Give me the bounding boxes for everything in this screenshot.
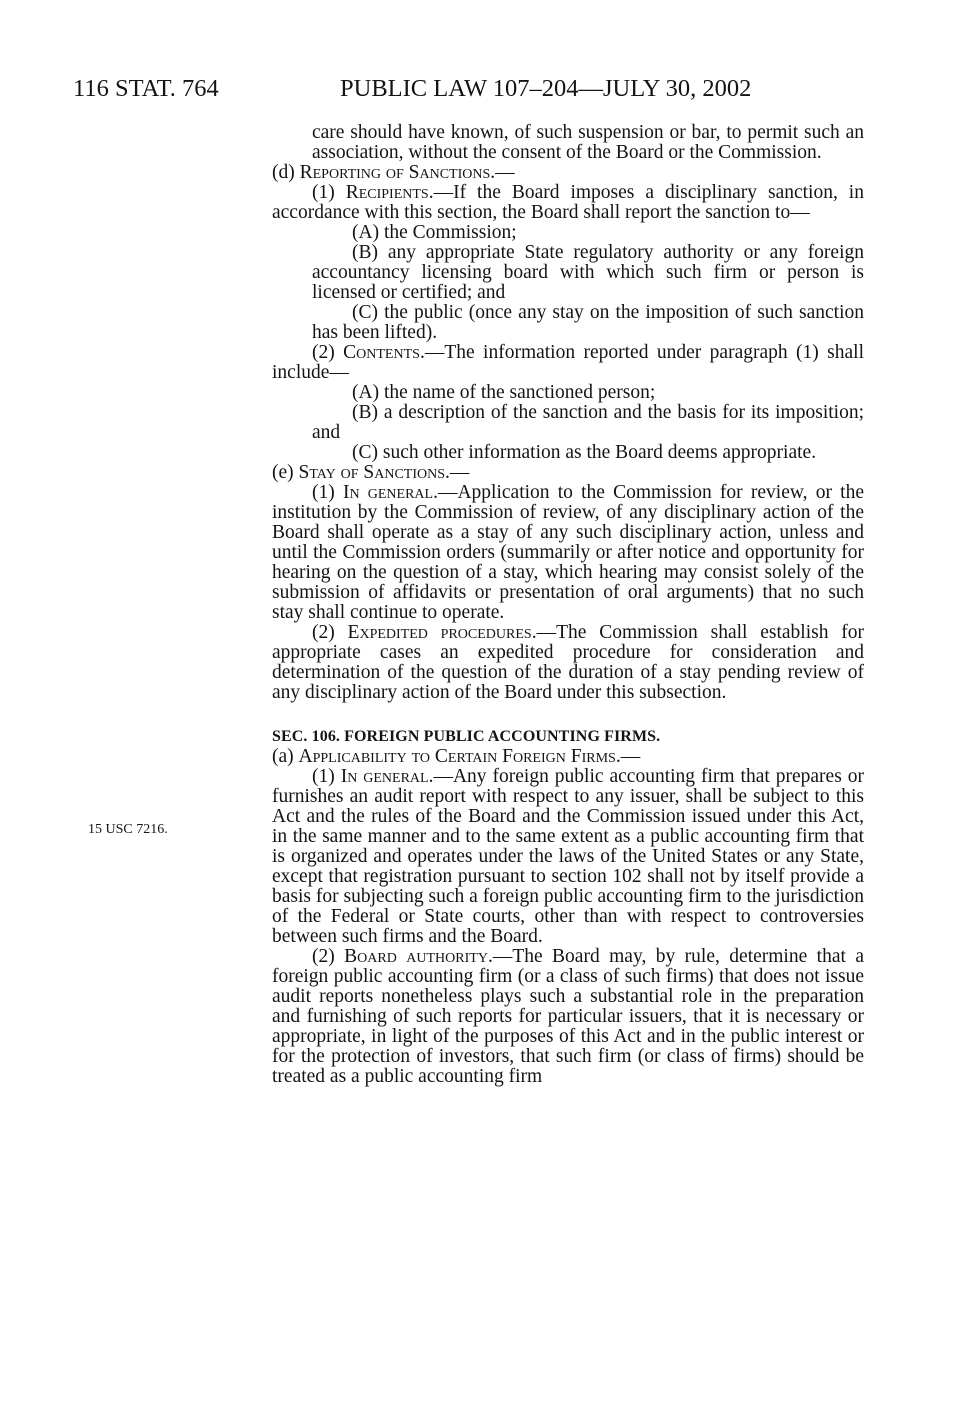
- clause-d2b: (B) a description of the sanction and the basis for its imposition; and: [312, 402, 864, 443]
- section-106-heading: SEC. 106. FOREIGN PUBLIC ACCOUNTING FIRMS.: [272, 728, 661, 745]
- continuation-paragraph: care should have known, of such suspension or bar, to permit such an association, without the consent of the Board or the Commission.: [312, 122, 864, 163]
- statute-citation: 116 STAT. 764: [73, 75, 219, 102]
- clause-d2a: (A) the name of the sanctioned person;: [352, 382, 656, 403]
- paragraph-e1: (1) In general.—Application to the Commission for review, or the institution by the Commission of review, of any disciplinary action of the Board shall operate as a stay of any such disciplinary action, unless and until the Commission orders (summarily or after notice and opportunity for hearing on the question of a stay, which hearing may consist solely of the submission of affidavits or presentation of oral arguments) that no such stay shall continue to operate.: [272, 482, 865, 623]
- paragraph-d2: (2) Contents.—The information reported under paragraph (1) shall include—: [272, 342, 864, 383]
- paragraph-a1: (1) In general.—Any foreign public accounting firm that prepares or furnishes an audit report with respect to any issuer, shall be subject to this Act and the rules of the Board and the Commission issued under this Act, in the same manner and to the same extent as a public accounting firm that is organized and operates under the laws of the United States or any State, except that registration pursuant to section 102 shall not by itself provide a basis for subjecting such a foreign public accounting firm to the jurisdiction of the Federal or State courts, other than with respect to controversies between such firms and the Board.: [272, 766, 864, 947]
- subsection-d-heading: (d) Reporting of Sanctions.—: [272, 162, 515, 183]
- subsection-e-heading: (e) Stay of Sanctions.—: [272, 462, 470, 483]
- page-header: [0, 72, 960, 106]
- clause-d1b: (B) any appropriate State regulatory authority or any foreign accountancy licensing board with which such firm or person is licensed or certified; and: [312, 242, 864, 303]
- document-body: [272, 123, 864, 1087]
- paragraph-d1: (1) Recipients.—If the Board imposes a disciplinary sanction, in accordance with this section, the Board shall report the sanction to—: [272, 182, 864, 223]
- subsection-a-heading: (a) Applicability to Certain Foreign Firms.—: [272, 746, 641, 767]
- margin-citation: 15 USC 7216.: [88, 822, 168, 837]
- clause-d1a: (A) the Commission;: [352, 222, 517, 243]
- paragraph-a2: (2) Board authority.—The Board may, by rule, determine that a foreign public accounting firm (or a class of such firms) that does not issue audit reports nonetheless plays such a substantial role in the preparation and furnishing of such reports for particular issuers, that it is necessary or appropriate, in light of the purposes of this Act and in the public interest or for the protection of investors, that such firm (or class of firms) should be treated as a public accounting firm: [272, 946, 864, 1087]
- paragraph-e2: (2) Expedited procedures.—The Commission shall establish for appropriate cases an expedited procedure for consideration and determination of the question of the duration of a stay pending review of any disciplinary action of the Board under this subsection.: [272, 622, 864, 703]
- clause-d2c: (C) such other information as the Board deems appropriate.: [352, 442, 817, 463]
- clause-d1c: (C) the public (once any stay on the imposition of such sanction has been lifted).: [312, 302, 864, 343]
- law-title: PUBLIC LAW 107–204—JULY 30, 2002: [340, 75, 752, 102]
